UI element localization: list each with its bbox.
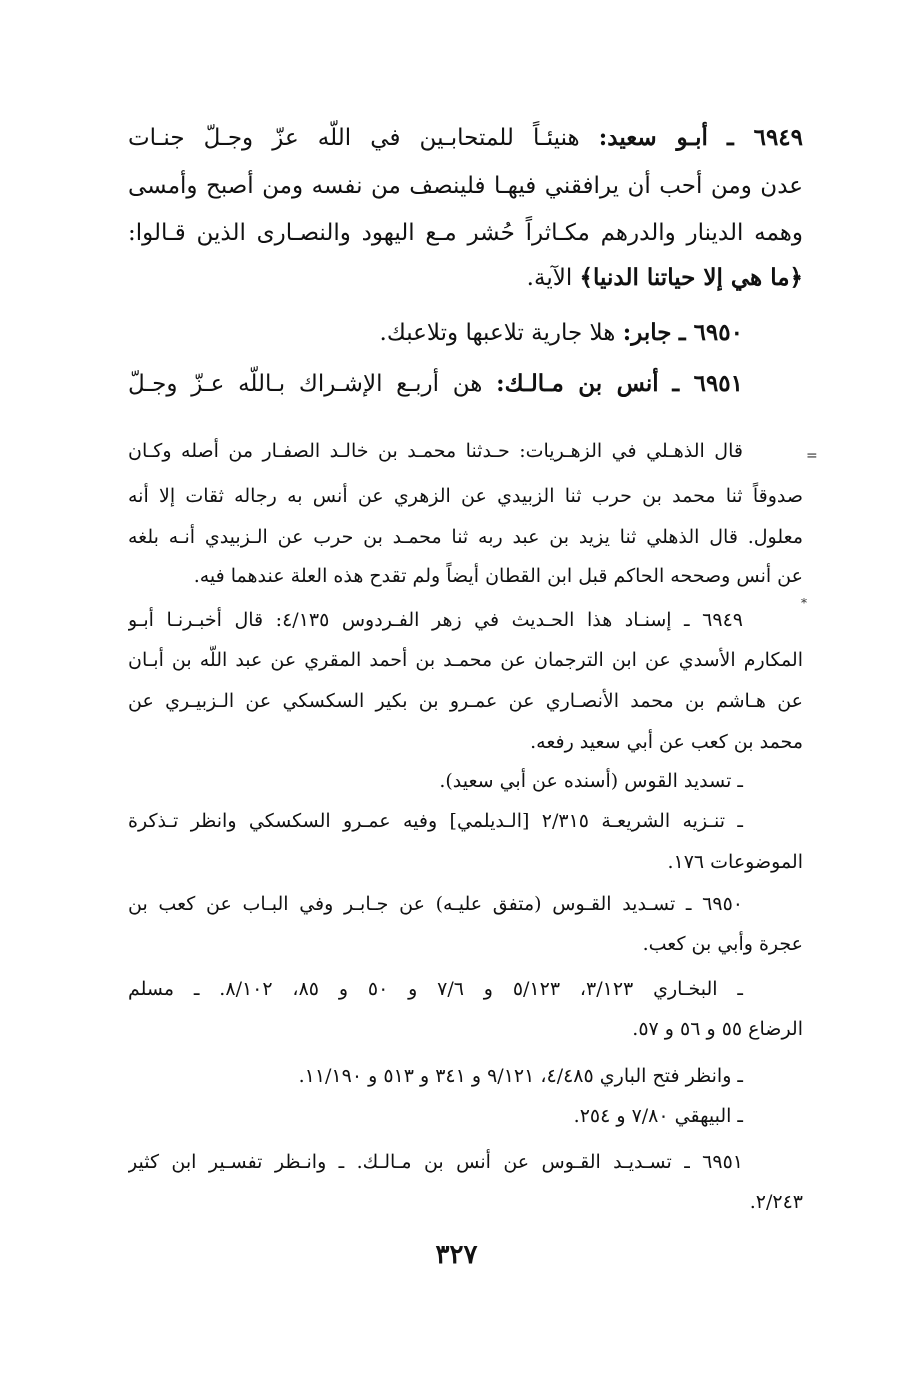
hadith-number: ٦٩٤٩ ـ bbox=[727, 124, 803, 151]
footnote-line: عن هـاشم بن محمد الأنصـاري عن عمـرو بن بكير السكسكي عن الـزبيـري عن bbox=[128, 690, 803, 712]
footnote-line: محمد بن كعب عن أبي سعيد رفعه. bbox=[530, 731, 803, 753]
continuation-marker: = bbox=[806, 448, 818, 464]
quran-quote: ﴿ما هي إلا حياتنا الدنيا﴾ bbox=[579, 264, 803, 291]
hadith-text: هنيئـاً للمتحابـين في اللَّه عزّ وجـلّ جنـات bbox=[128, 125, 599, 151]
narrator-name: جابر: bbox=[622, 319, 672, 346]
hadith-line bbox=[128, 120, 803, 156]
footnote-line: ٦٩٤٩ ـ إسنـاد هذا الحـديث في زهر الفـردوس ٤/١٣٥: قال أخبـرنـا أبـو bbox=[128, 609, 743, 631]
footnote-line: ـ البخـاري ٣/١٢٣، ٥/١٢٣ و ٧/٦ و ٥٠ و ٨٥، ٨/١٠٢. ـ مسلم bbox=[128, 978, 743, 1000]
footnote-line: قال الذهـلي في الزهـريات: حـدثنا محمـد بن خالـد الصفـار من أصله وكـان bbox=[128, 440, 743, 462]
footnote-line: ـ وانظر فتح الباري ٤/٤٨٥، ٩/١٢١ و ٣٤١ و ٥١٣ و ١١/١٩٠. bbox=[298, 1065, 743, 1087]
hadith-line bbox=[128, 215, 803, 251]
footnote-line: ـ البيهقي ٧/٨٠ و ٢٥٤. bbox=[573, 1105, 743, 1127]
hadith-line bbox=[128, 366, 803, 402]
footnote-line: الرضاع ٥٥ و ٥٦ و ٥٧. bbox=[632, 1018, 803, 1040]
footnote-line: ـ تنـزيه الشريعـة ٢/٣١٥ [الـديلمي] وفيه عمـرو السكسكي وانظر تـذكرة bbox=[128, 810, 743, 832]
hadith-line bbox=[128, 315, 803, 351]
hadith-text: الآية. bbox=[526, 265, 580, 291]
hadith-text: هلا جارية تلاعبها وتلاعبك. bbox=[379, 320, 623, 346]
hadith-text: وهمه الدينار والدرهم مكـاثراً حُشر مـع اليهود والنصـارى الذين قـالوا: bbox=[128, 220, 803, 246]
hadith-number: ٦٩٥١ ـ bbox=[672, 370, 744, 397]
footnote-line: ـ تسديد القوس (أسنده عن أبي سعيد). bbox=[439, 770, 743, 792]
narrator-name: أبـو سعيد: bbox=[598, 124, 708, 151]
footnote-line: ٦٩٥٠ ـ تسـديد القـوس (متفق عليـه) عن جـابـر وفي البـاب عن كعب بن bbox=[128, 893, 743, 915]
page-number: ٣٢٧ bbox=[435, 1240, 478, 1270]
footnote-line: ٦٩٥١ ـ تسـديـد القـوس عن أنس بن مـالـك. ـ وانـظر تفسـير ابن كثير bbox=[128, 1151, 743, 1173]
footnote-line: عن أنس وصححه الحاكم قبل ابن القطان أيضاً ولم تقدح هذه العلة عندهما فيه. bbox=[193, 565, 803, 587]
footnote-line: معلول. قال الذهلي ثنا يزيد بن عبد ربه ثنا محمـد بن حرب عن الـزبيدي أنـه بلغه bbox=[128, 526, 803, 548]
hadith-line bbox=[128, 168, 803, 204]
footnote-line: المكارم الأسدي عن ابن الترجمان عن محمـد بن أحمد المقري عن عبد اللَّه بن أبـان bbox=[128, 649, 803, 671]
hadith-number: ٦٩٥٠ ـ bbox=[678, 319, 743, 346]
footnote-star: * bbox=[801, 596, 807, 610]
footnote-line: عجرة وأبي بن كعب. bbox=[642, 933, 803, 955]
hadith-line bbox=[128, 260, 803, 296]
footnote-line: الموضوعات ١٧٦. bbox=[667, 851, 803, 873]
hadith-text: هن أربـع الإشـراك بـاللَّه عـزّ وجـلّ bbox=[128, 371, 497, 397]
narrator-name: أنس بن مـالـك: bbox=[496, 370, 659, 397]
footnote-line: صدوقاً ثنا محمد بن حرب ثنا الزبيدي عن الزهري عن أنس به رجاله ثقات إلا أنه bbox=[128, 485, 803, 507]
hadith-text: عدن ومن أحب أن يرافقني فيهـا فلينصف من نفسه ومن أصبح وأمسى bbox=[128, 173, 803, 199]
footnote-line: ٢/٢٤٣. bbox=[749, 1191, 803, 1213]
